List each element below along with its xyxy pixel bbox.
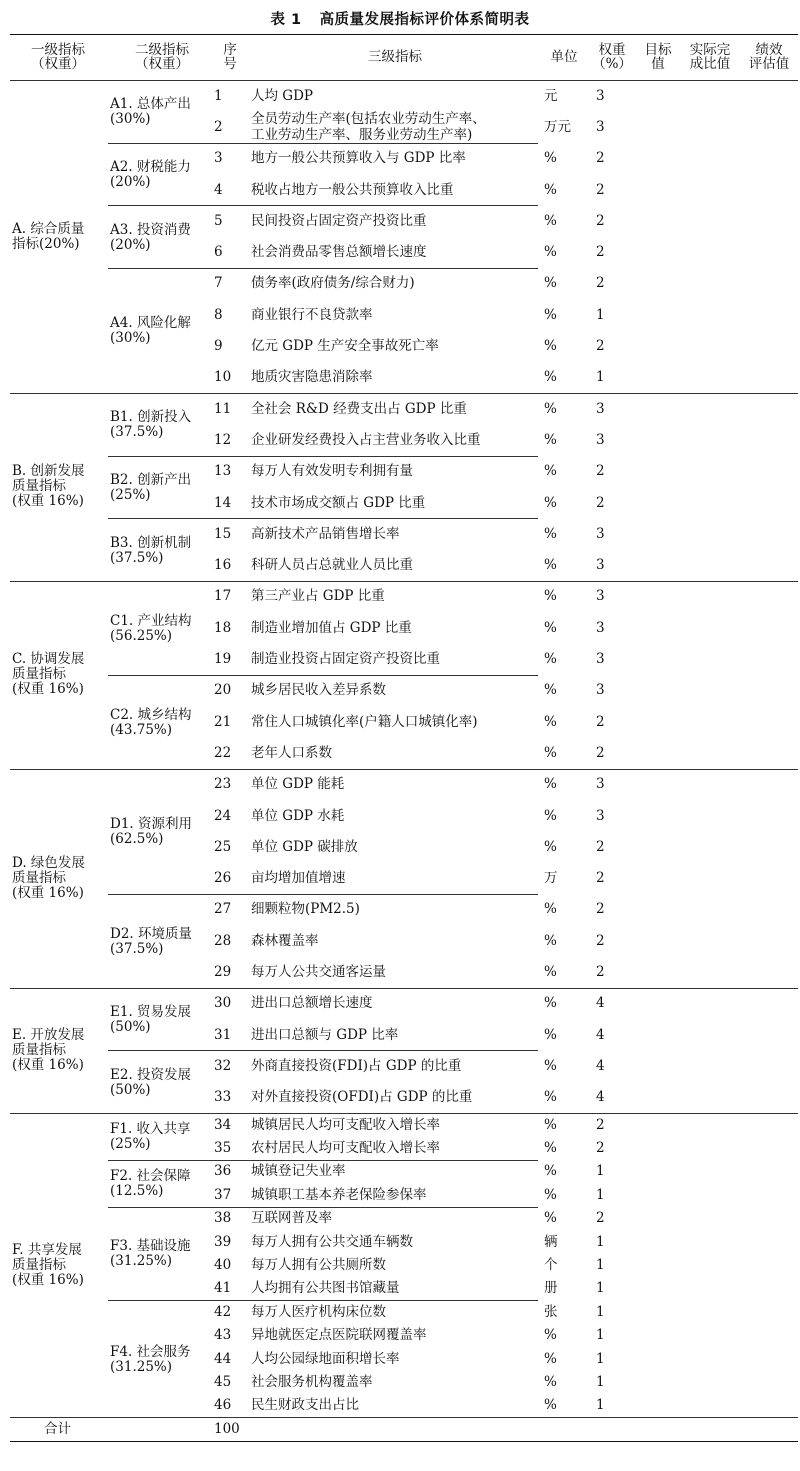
row-seq: 38	[214, 1210, 232, 1227]
row-weight: 1	[596, 306, 605, 323]
row-weight: 2	[596, 901, 605, 918]
row-indicator-name: 外商直接投资(FDI)占 GDP 的比重	[251, 1057, 462, 1074]
header-level3: 三级指标	[368, 49, 422, 65]
row-weight: 4	[596, 1089, 605, 1106]
row-unit: %	[544, 995, 557, 1012]
row-seq: 20	[214, 682, 232, 699]
row-weight: 2	[596, 1116, 605, 1133]
header-top-rule	[10, 34, 798, 35]
row-unit: %	[544, 776, 557, 793]
row-indicator-name: 农村居民人均可支配收入增长率	[251, 1140, 440, 1156]
subgroup-divider	[108, 456, 538, 457]
group-label: C. 协调发展 质量指标 (权重 16%)	[12, 651, 85, 698]
row-weight: 3	[596, 118, 605, 135]
row-weight: 3	[596, 525, 605, 542]
row-indicator-name: 细颗粒物(PM2.5)	[251, 901, 360, 918]
row-weight: 3	[596, 400, 605, 417]
row-seq: 28	[214, 932, 232, 949]
row-weight: 2	[596, 181, 605, 198]
row-unit: %	[544, 1116, 557, 1133]
row-indicator-name: 全社会 R&D 经费支出占 GDP 比重	[251, 400, 467, 417]
row-unit: 元	[544, 87, 558, 104]
group-label: B. 创新发展 质量指标 (权重 16%)	[12, 463, 85, 510]
group-label: A. 综合质量 指标(20%)	[12, 220, 85, 252]
row-unit: %	[544, 244, 557, 261]
subgroup-label: D2. 环境质量 (37.5%)	[110, 925, 192, 957]
row-unit: %	[544, 557, 557, 574]
subgroup-label: D1. 资源利用 (62.5%)	[110, 816, 192, 848]
group-label: F. 共享发展 质量指标 (权重 16%)	[12, 1241, 84, 1288]
row-weight: 2	[596, 1210, 605, 1227]
row-indicator-name: 进出口总额与 GDP 比率	[251, 1026, 399, 1043]
row-weight: 1	[596, 369, 605, 386]
subgroup-label: C2. 城乡结构 (43.75%)	[110, 706, 192, 738]
row-indicator-name: 企业研发经费投入占主营业务收入比重	[251, 431, 481, 448]
row-weight: 3	[596, 431, 605, 448]
row-weight: 1	[596, 1327, 605, 1344]
row-indicator-name: 地质灾害隐患消除率	[251, 369, 373, 386]
row-weight: 1	[596, 1233, 605, 1250]
row-seq: 12	[214, 431, 232, 448]
row-seq: 39	[214, 1233, 232, 1250]
row-seq: 7	[214, 275, 223, 292]
row-indicator-name: 城乡居民收入差异系数	[251, 682, 386, 699]
row-unit: %	[544, 1163, 557, 1180]
row-seq: 23	[214, 776, 232, 793]
group-divider	[10, 393, 798, 394]
header-level2: 二级指标 （权重）	[135, 42, 189, 72]
subgroup-divider	[108, 894, 538, 895]
row-weight: 2	[596, 744, 605, 761]
row-seq: 46	[214, 1397, 232, 1414]
row-indicator-name: 单位 GDP 碳排放	[251, 838, 358, 855]
header-weight: 权重 （%）	[592, 42, 632, 72]
row-weight: 2	[596, 212, 605, 229]
subgroup-label: A3. 投资消费 (20%)	[110, 221, 191, 253]
row-unit: %	[544, 181, 557, 198]
row-weight: 4	[596, 995, 605, 1012]
row-weight: 2	[596, 244, 605, 261]
row-seq: 31	[214, 1026, 232, 1043]
row-weight: 1	[596, 1397, 605, 1414]
row-seq: 14	[214, 494, 232, 511]
row-seq: 15	[214, 525, 232, 542]
row-unit: %	[544, 1327, 557, 1344]
row-seq: 45	[214, 1374, 232, 1390]
subgroup-label: A4. 风险化解 (30%)	[110, 315, 191, 347]
row-weight: 2	[596, 838, 605, 855]
row-weight: 4	[596, 1026, 605, 1043]
row-weight: 2	[596, 870, 605, 887]
row-unit: 个	[544, 1257, 558, 1273]
subgroup-divider	[108, 1050, 538, 1051]
row-seq: 41	[214, 1280, 232, 1297]
row-unit: %	[544, 1186, 557, 1203]
row-seq: 43	[214, 1327, 232, 1344]
row-seq: 44	[214, 1350, 232, 1367]
subgroup-divider	[108, 675, 538, 676]
row-seq: 5	[214, 212, 223, 229]
row-unit: %	[544, 1057, 557, 1074]
row-weight: 3	[596, 776, 605, 793]
row-indicator-name: 每万人医疗机构床位数	[251, 1303, 386, 1320]
subgroup-label: F3. 基础设施 (31.25%)	[110, 1238, 191, 1270]
total-value: 100	[214, 1421, 240, 1438]
row-unit: %	[544, 338, 557, 355]
row-seq: 2	[214, 118, 223, 135]
group-divider	[10, 988, 798, 989]
row-indicator-name: 科研人员占总就业人员比重	[251, 557, 413, 574]
row-weight: 3	[596, 557, 605, 574]
row-unit: %	[544, 1140, 557, 1156]
row-indicator-name: 每万人有效发明专利拥有量	[251, 463, 413, 480]
row-seq: 36	[214, 1163, 232, 1180]
row-unit: 册	[544, 1280, 558, 1297]
row-seq: 25	[214, 838, 232, 855]
subgroup-label: A2. 财税能力 (20%)	[110, 158, 191, 190]
row-unit: %	[544, 1026, 557, 1043]
row-unit: %	[544, 525, 557, 542]
subgroup-label: C1. 产业结构 (56.25%)	[110, 612, 192, 644]
subgroup-label: E2. 投资发展 (50%)	[110, 1066, 192, 1098]
subgroup-label: B1. 创新投入 (37.5%)	[110, 409, 192, 441]
row-indicator-name: 人均 GDP	[251, 87, 313, 104]
row-indicator-name: 民间投资占固定资产投资比重	[251, 212, 427, 229]
row-seq: 10	[214, 369, 232, 386]
row-unit: %	[544, 807, 557, 824]
row-weight: 1	[596, 1303, 605, 1320]
row-seq: 27	[214, 901, 232, 918]
row-weight: 3	[596, 651, 605, 668]
subgroup-divider	[108, 1300, 538, 1301]
subgroup-divider	[108, 205, 538, 206]
row-unit: %	[544, 1350, 557, 1367]
row-seq: 40	[214, 1257, 232, 1273]
row-unit: %	[544, 901, 557, 918]
row-indicator-name: 城镇职工基本养老保险参保率	[251, 1186, 427, 1203]
row-weight: 2	[596, 150, 605, 167]
row-indicator-name: 社会消费品零售总额增长速度	[251, 244, 427, 261]
row-seq: 24	[214, 807, 232, 824]
row-indicator-name: 人均公园绿地面积增长率	[251, 1350, 400, 1367]
row-seq: 42	[214, 1303, 232, 1320]
row-indicator-name: 高新技术产品销售增长率	[251, 525, 400, 542]
row-unit: %	[544, 1397, 557, 1414]
row-seq: 30	[214, 995, 232, 1012]
header-bottom-rule	[10, 80, 798, 81]
row-seq: 29	[214, 964, 232, 981]
row-weight: 2	[596, 932, 605, 949]
row-seq: 17	[214, 588, 232, 605]
row-seq: 34	[214, 1116, 232, 1133]
row-weight: 2	[596, 713, 605, 730]
subgroup-label: A1. 总体产出 (30%)	[110, 96, 191, 128]
row-seq: 22	[214, 744, 232, 761]
row-indicator-name: 互联网普及率	[251, 1210, 332, 1227]
row-weight: 3	[596, 682, 605, 699]
row-indicator-name: 森林覆盖率	[251, 932, 319, 949]
row-weight: 4	[596, 1057, 605, 1074]
row-unit: %	[544, 1210, 557, 1227]
row-indicator-name: 民生财政支出占比	[251, 1397, 359, 1414]
group-label: E. 开放发展 质量指标 (权重 16%)	[12, 1026, 85, 1073]
row-indicator-name: 税收占地方一般公共预算收入比重	[251, 181, 454, 198]
group-divider	[10, 581, 798, 582]
row-weight: 3	[596, 87, 605, 104]
header-seq: 序 号	[223, 42, 237, 72]
row-unit: %	[544, 150, 557, 167]
row-weight: 1	[596, 1280, 605, 1297]
header-unit: 单位	[550, 49, 578, 65]
row-indicator-name: 亿元 GDP 生产安全事故死亡率	[251, 338, 439, 355]
subgroup-label: F2. 社会保障 (12.5%)	[110, 1168, 191, 1200]
row-indicator-name: 地方一般公共预算收入与 GDP 比率	[251, 150, 466, 167]
row-indicator-name: 单位 GDP 水耗	[251, 807, 345, 824]
row-weight: 1	[596, 1163, 605, 1180]
row-seq: 21	[214, 713, 232, 730]
row-unit: 张	[544, 1303, 558, 1320]
indicator-table	[10, 34, 798, 1464]
row-seq: 16	[214, 557, 232, 574]
row-unit: 辆	[544, 1233, 558, 1250]
subgroup-label: E1. 贸易发展 (50%)	[110, 1004, 192, 1035]
row-weight: 3	[596, 807, 605, 824]
row-indicator-name: 对外直接投资(OFDI)占 GDP 的比重	[251, 1089, 473, 1106]
row-weight: 2	[596, 494, 605, 511]
row-unit: %	[544, 713, 557, 730]
row-seq: 35	[214, 1140, 232, 1156]
header-level1: 一级指标 （权重）	[31, 42, 85, 72]
row-unit: %	[544, 400, 557, 417]
row-unit: %	[544, 494, 557, 511]
row-unit: %	[544, 306, 557, 323]
row-seq: 9	[214, 338, 223, 355]
row-unit: %	[544, 932, 557, 949]
subgroup-divider	[108, 268, 538, 269]
row-seq: 6	[214, 244, 223, 261]
row-indicator-name: 城镇居民人均可支配收入增长率	[251, 1116, 440, 1133]
row-unit: %	[544, 1089, 557, 1106]
table-title	[0, 8, 800, 29]
row-weight: 3	[596, 588, 605, 605]
row-indicator-name: 技术市场成交额占 GDP 比重	[251, 494, 426, 511]
row-indicator-name: 第三产业占 GDP 比重	[251, 588, 385, 605]
row-weight: 2	[596, 964, 605, 981]
table-bottom-rule	[10, 1441, 798, 1442]
row-indicator-name: 城镇登记失业率	[251, 1163, 346, 1180]
row-seq: 13	[214, 463, 232, 480]
row-indicator-name: 人均拥有公共图书馆藏量	[251, 1280, 400, 1297]
header-target: 目标 值	[644, 42, 672, 72]
header-score: 绩效 评估值	[748, 42, 790, 72]
row-indicator-name: 社会服务机构覆盖率	[251, 1374, 373, 1390]
row-seq: 37	[214, 1186, 232, 1203]
table-number: 表 1	[270, 12, 302, 28]
row-unit: %	[544, 463, 557, 480]
row-seq: 32	[214, 1057, 232, 1074]
subgroup-divider	[108, 1207, 538, 1208]
row-indicator-name: 商业银行不良贷款率	[251, 306, 373, 323]
row-seq: 1	[214, 87, 223, 104]
subgroup-divider	[108, 518, 538, 519]
total-label: 合计	[44, 1421, 71, 1438]
row-seq: 11	[214, 400, 232, 417]
row-weight: 3	[596, 619, 605, 636]
subgroup-divider	[108, 1160, 538, 1161]
row-seq: 3	[214, 150, 223, 167]
subgroup-divider	[108, 143, 538, 144]
row-unit: %	[544, 682, 557, 699]
row-unit: %	[544, 619, 557, 636]
row-indicator-name: 亩均增加值增速	[251, 870, 346, 887]
row-indicator-name: 每万人公共交通客运量	[251, 964, 386, 981]
row-indicator-name: 制造业增加值占 GDP 比重	[251, 619, 412, 636]
subgroup-label: B2. 创新产出 (25%)	[110, 471, 192, 503]
row-unit: %	[544, 651, 557, 668]
table-caption: 高质量发展指标评价体系简明表	[319, 12, 530, 28]
row-seq: 8	[214, 306, 223, 323]
row-weight: 1	[596, 1186, 605, 1203]
row-unit: %	[544, 964, 557, 981]
group-divider	[10, 769, 798, 770]
row-weight: 2	[596, 338, 605, 355]
row-weight: 1	[596, 1257, 605, 1273]
row-indicator-name: 异地就医定点医院联网覆盖率	[251, 1327, 427, 1344]
group-divider	[10, 1417, 798, 1418]
group-divider	[10, 1113, 798, 1114]
row-indicator-name: 全员劳动生产率(包括农业劳动生产率、 工业劳动生产率、服务业劳动生产率)	[251, 110, 486, 143]
row-indicator-name: 每万人拥有公共厕所数	[251, 1257, 386, 1273]
row-seq: 33	[214, 1089, 232, 1106]
header-actual: 实际完 成比值	[689, 42, 731, 72]
row-weight: 1	[596, 1374, 605, 1390]
row-indicator-name: 老年人口系数	[251, 744, 332, 761]
row-indicator-name: 常住人口城镇化率(户籍人口城镇化率)	[251, 713, 478, 730]
row-weight: 2	[596, 275, 605, 292]
row-unit: 万元	[544, 118, 571, 135]
row-unit: %	[544, 212, 557, 229]
row-unit: %	[544, 1374, 557, 1390]
row-indicator-name: 每万人拥有公共交通车辆数	[251, 1233, 413, 1250]
subgroup-label: B3. 创新机制 (37.5%)	[110, 534, 192, 566]
row-unit: %	[544, 588, 557, 605]
row-unit: %	[544, 744, 557, 761]
row-indicator-name: 制造业投资占固定资产投资比重	[251, 651, 440, 668]
row-indicator-name: 进出口总额增长速度	[251, 995, 373, 1012]
group-label: D. 绿色发展 质量指标 (权重 16%)	[12, 854, 85, 901]
row-seq: 26	[214, 870, 232, 887]
row-weight: 2	[596, 1140, 605, 1156]
row-indicator-name: 单位 GDP 能耗	[251, 776, 345, 793]
row-unit: %	[544, 369, 557, 386]
row-seq: 19	[214, 651, 232, 668]
row-weight: 2	[596, 463, 605, 480]
row-unit: %	[544, 838, 557, 855]
row-seq: 4	[214, 181, 223, 198]
subgroup-label: F4. 社会服务 (31.25%)	[110, 1343, 191, 1375]
row-seq: 18	[214, 619, 232, 636]
row-unit: %	[544, 431, 557, 448]
row-unit: 万	[544, 870, 558, 887]
row-unit: %	[544, 275, 557, 292]
row-indicator-name: 债务率(政府债务/综合财力)	[251, 275, 415, 292]
row-weight: 1	[596, 1350, 605, 1367]
subgroup-label: F1. 收入共享 (25%)	[110, 1121, 191, 1153]
